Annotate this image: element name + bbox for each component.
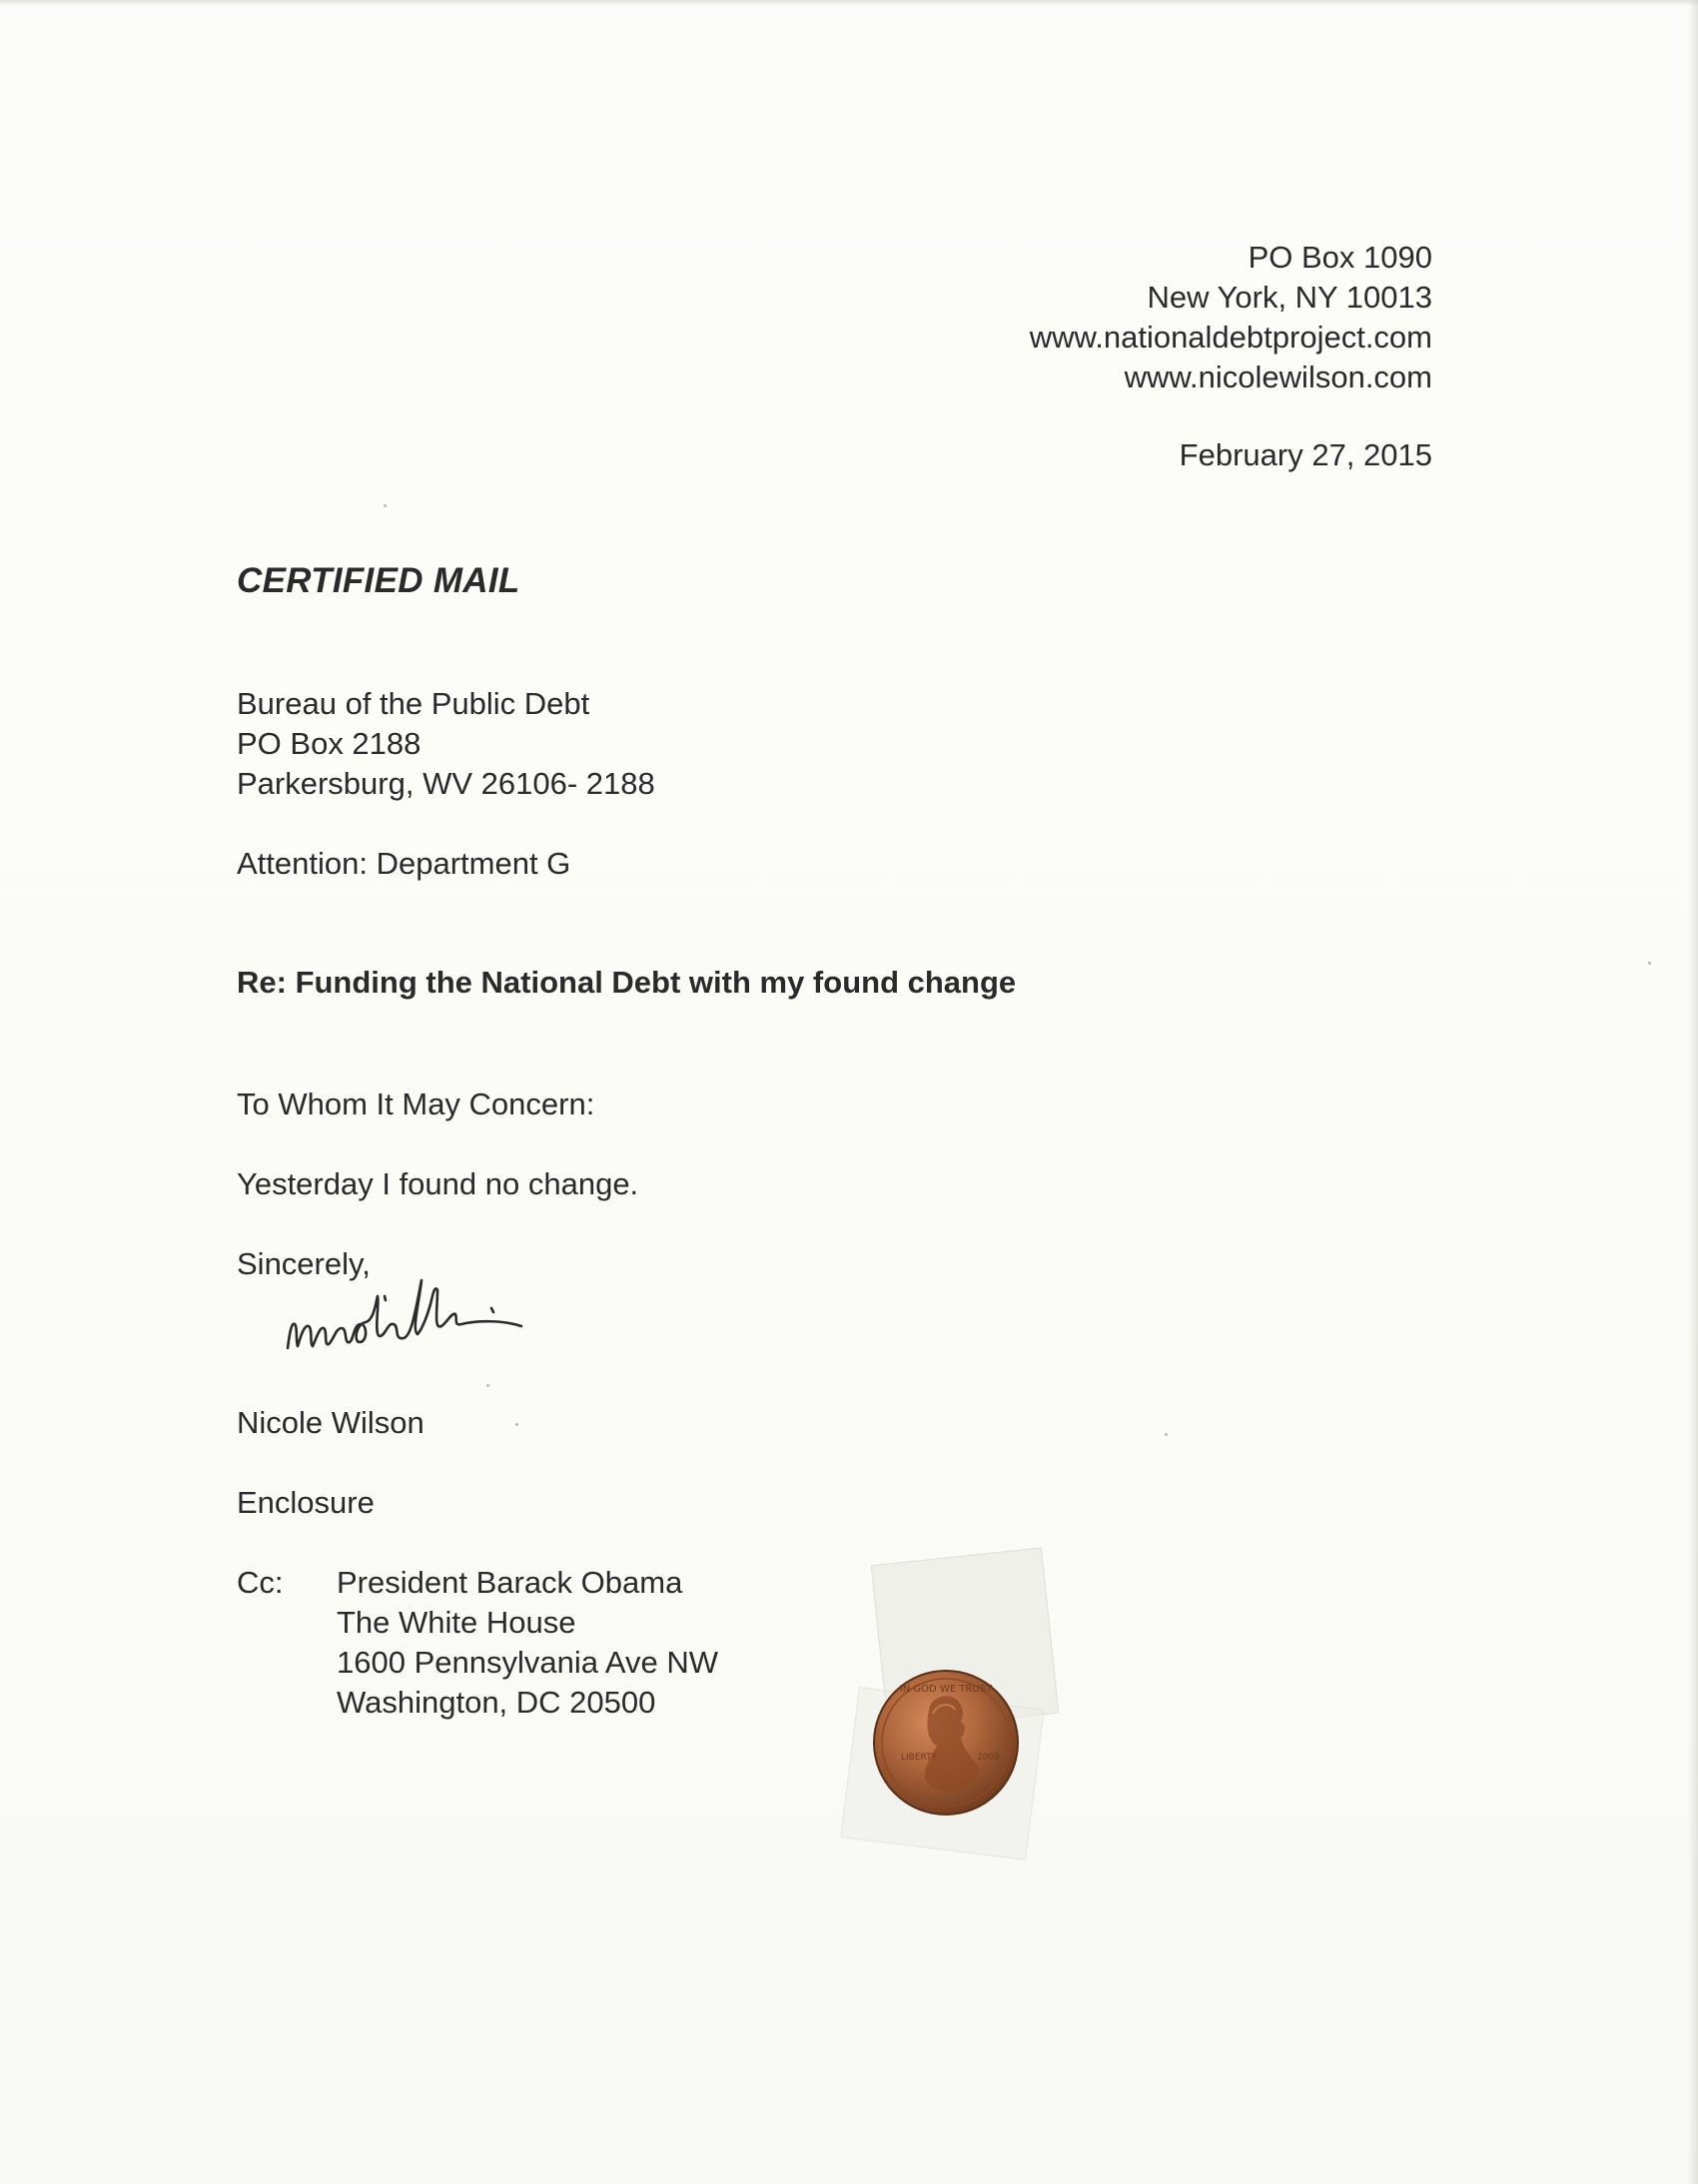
svg-text:IN GOD WE TRUST: IN GOD WE TRUST — [899, 1684, 993, 1695]
paper-speck — [486, 1384, 489, 1387]
recipient-city: Parkersburg, WV 26106- 2188 — [237, 766, 655, 801]
cc-label: Cc: — [237, 1565, 284, 1600]
paper-speck — [1165, 1433, 1168, 1436]
cc-address-line-2: 1600 Pennsylvania Ave NW — [337, 1645, 718, 1680]
cc-address — [337, 1563, 718, 1723]
recipient-po-box: PO Box 2188 — [237, 726, 422, 761]
subject-line: Re: Funding the National Debt with my found change — [237, 965, 1017, 1000]
page-right-edge — [1688, 0, 1698, 2184]
paper-speck — [384, 504, 387, 507]
recipient-name: Bureau of the Public Debt — [237, 686, 590, 721]
sender-city: New York, NY 10013 — [1147, 280, 1432, 315]
enclosure-note: Enclosure — [237, 1485, 375, 1520]
sender-website-national-debt: www.nationaldebtproject.com — [1029, 320, 1432, 355]
cc-address-line-3: Washington, DC 20500 — [337, 1685, 656, 1720]
penny-coin-image — [871, 1668, 1021, 1818]
svg-text:LIBERTY: LIBERTY — [901, 1753, 938, 1763]
letter-body: Yesterday I found no change. — [237, 1166, 639, 1201]
svg-text:2009: 2009 — [977, 1753, 1000, 1763]
handwritten-signature — [282, 1260, 626, 1385]
sender-po-box: PO Box 1090 — [1248, 240, 1432, 275]
salutation: To Whom It May Concern: — [237, 1087, 595, 1121]
sender-website-personal: www.nicolewilson.com — [1124, 360, 1432, 394]
paper-speck — [515, 1423, 518, 1426]
attention-line: Attention: Department G — [237, 846, 571, 881]
sender-address — [833, 238, 1432, 397]
cc-address-line-1: The White House — [337, 1605, 576, 1640]
paper-speck — [1648, 962, 1651, 965]
certified-mail-heading: CERTIFIED MAIL — [237, 561, 520, 600]
signer-name: Nicole Wilson — [237, 1405, 424, 1440]
letter-date: February 27, 2015 — [1179, 437, 1432, 472]
cc-name: President Barack Obama — [337, 1565, 683, 1600]
page-top-edge — [0, 0, 1698, 6]
recipient-address — [237, 684, 655, 804]
closing: Sincerely, — [237, 1246, 371, 1281]
